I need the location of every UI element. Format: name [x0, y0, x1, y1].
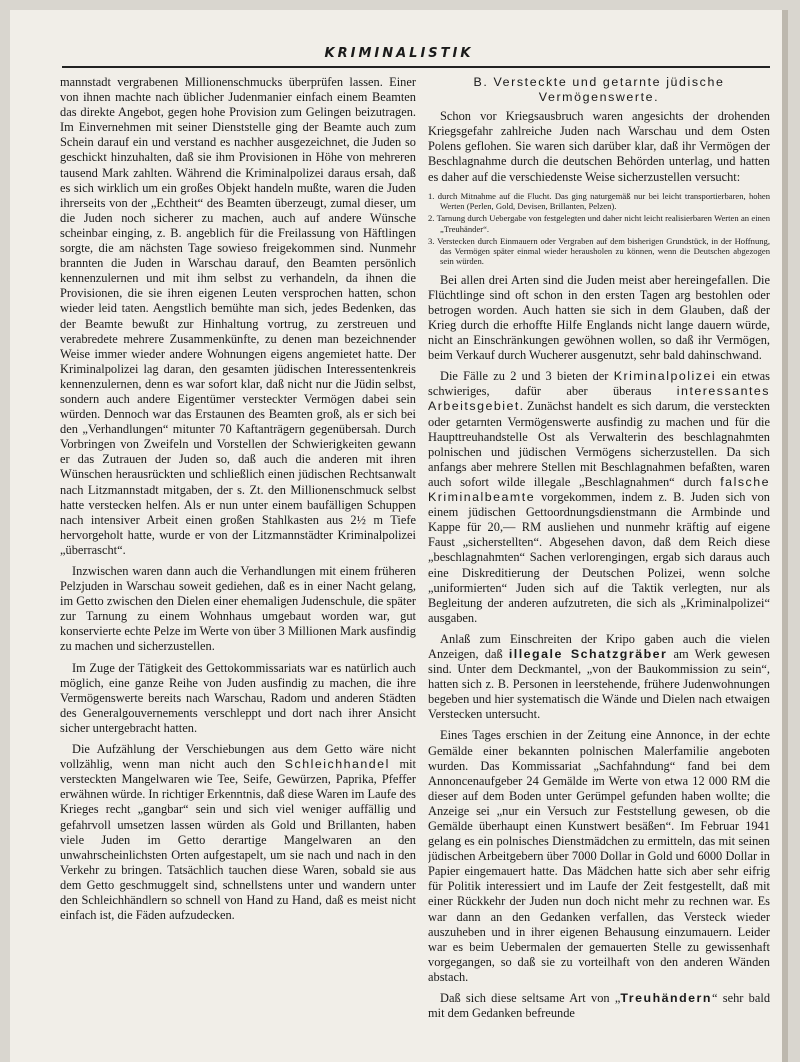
section-heading-line: B. Versteckte und getarnte jüdische: [473, 75, 725, 89]
text-run: Daß sich diese seltsame Art von „: [440, 991, 621, 1006]
text-run: ein etwas schwieriges, dafür aber überaus: [428, 369, 770, 399]
page: [10, 10, 788, 1062]
paragraph: [60, 742, 416, 923]
paragraph: Schon vor Kriegsausbruch waren angesichts der drohenden Kriegsgefahr zahlreiche Juden nach Warschau und dem Osten Polens geflohen. Sie waren sich darüber klar, daß ihr Vermögen der Beschlagnahme durch die deutschen Behörden unterlag, und hatten es daher auf die verschiedenste Weise sicherzustellen versucht:: [428, 109, 770, 184]
running-head: KRIMINALISTIK: [324, 46, 474, 61]
paragraph: Inzwischen waren dann auch die Verhandlungen mit einem früheren Pelzjuden in Warschau soweit gediehen, daß es in einer Nacht gelang, im Getto zwischen den Dielen einer ehemaligen Judenschule, die später zur Tarnung zu einem Wohnhaus umgebaut worden war, gut konservierte echte Pelze im Werte von über 3 Millionen Mark ausfindig zu machen und sicherzustellen.: [60, 564, 416, 654]
section-heading: [428, 75, 770, 105]
spaced-term: Schleichhandel: [284, 757, 390, 772]
paragraph: Im Zuge der Tätigkeit des Gettokommissariats war es natürlich auch möglich, eine ganze Reihe von Juden ausfindig zu machen, die ihre Vermögenswerte bereits nach Warschau, Radom und anderen Städten des Generalgouvernements verschleppt und dort nach ihrer Ansicht sicher untergebracht hatten.: [60, 660, 416, 735]
page-edge: [782, 10, 788, 1062]
paragraph: Bei allen drei Arten sind die Juden meist aber hereingefallen. Die Flüchtlinge sind oft schon in den ersten Tagen arg bestohlen oder betrogen worden. Auch hatten sie sich in dem Glauben, daß der Krieg durch die erhoffte Hilfe Englands nicht lange dauern würde, nicht an Einschränkungen gewöhnen wollen, so daß ihr Vermögen, beim Verkauf durch Wucherer ausgenutzt, sehr bald dahinschwand.: [428, 272, 770, 363]
text-run: mit versteckten Mangelwaren wie Tee, Seife, Gewürzen, Paprika, Pfeffer erwähnen würde. In richtiger Erkenntnis, daß diese Waren im Laufe des Krieges recht „gangbar“ sein und sich viel weniger auffällig und gefahrvoll umsetzen lassen würden als Gold und Brillanten, haben viele Juden im Getto derartige Mangelwaren an den unwahrscheinlichsten Orten aufgestapelt, um sie nach und nach in den Verkehr zu bringen. Tatsächlich tauchen diese Waren, sobald sie aus dem Getto geschmuggelt sind, schnellstens unter und wandern unter den Schleichhändlern so schnell von Hand zu Hand, daß es meist nicht einfach ist, die Fäden aufzudecken.: [60, 757, 416, 923]
paragraph: mannstadt vergrabenen Millionenschmucks überprüfen lassen. Einer von ihnen machte nach üblicher Judenmanier einfach einem Beamten das direkte Angebot, gegen hohe Provision zum Gelingen beizutragen. Im Einvernehmen mit seiner Dienststelle ging der Beamte auch zum Schein darauf ein und verstand es nachher ausgezeichnet, die Juden so geschickt hinzuhalten, daß sie ihm Provisionen in Höhe von mehreren tausend Mark zahlten. Während die Kriminalpolizei daraus ersah, daß es sich wirklich um ein großes Objekt handeln mußte, waren die Juden ihrerseits von der „Echtheit“ des Beamten überzeugt, zumal dieser, um die Juden noch sicherer zu machen, auch auf andere Wünsche scheinbar einging, z. B. angeblich für die Freilassung von Häftlingen sorgte, die am nächsten Tage sowieso freigekommen sind. Nunmehr brannten die Juden in Warschau darauf, den Beamten persönlich kennenzulernen und mit ihm selbst zu verhandeln, da ihnen die Provisionen, die sie ihren eigenen Leuten versprochen hatten, schon wieder leid taten. Aengstlich bemühte man sich, jedes Bedenken, das der Beamte bewußt zur Hinhaltung vortrug, zu zerstreuen und verabredete mehrere Zusammenkünfte, zu denen man bezeichnender Weise immer wieder andere Wohnungen eigens angemietet hatte. Der Kriminalpolizei lag daran, den gesamten jüdischen Interessentenkreis kennenzulernen, denn es war sofort klar, daß nicht nur die Jüdin selbst, sondern auch andere Eigentümer versteckter Vermögen dabei sein würden. Dennoch war das Erstaunen des Beamten groß, als er sich bei den „Verhandlungen“ mitunter 70 Kaftanträgern gegenübersah. Durch Vorbringen von Zweifeln und Vorstellen der Schwierigkeiten gewann er das Zutrauen der Juden so, daß auch die anderen mit ihren Wünschen herausrückten und schließlich einen jüdischen Rechtsanwalt nach Litzmannstadt mitgaben, der s. Zt. den Millionenschmuck selbst hatte verstecken helfen. Als er nun unter einem baufälligen Schuppen nach intensiver Arbeit einen großen Stahlkasten aus 2½ m Tiefe hervorgeholt hatte, wurde er von der Litzmannstädter Kriminalpolizei „überrascht“.: [60, 75, 416, 557]
right-column: [428, 75, 770, 1062]
spaced-term: interessantes Arbeitsgebiet: [428, 384, 770, 414]
text-run: “ sehr bald mit dem Gedanken befreunde: [428, 991, 770, 1021]
list-item: 3. Verstecken durch Einmauern oder Vergraben auf dem bisherigen Grundstück, in der Hoffnung, das Vermögen später einmal wieder herausholen zu können, wenn die Deutschen abgezogen sein würden.: [428, 235, 770, 267]
paragraph: [428, 369, 770, 626]
spaced-term: illegale Schatzgräber: [508, 646, 668, 661]
spaced-term: Kriminalpolizei: [613, 369, 717, 384]
header-rule: [62, 66, 770, 68]
text-run: Anlaß zum Einschreiten der Kripo gaben auch die vielen Anzeigen, daß: [428, 631, 770, 661]
text-run: Die Fälle zu 2 und 3 bieten der: [440, 369, 614, 384]
list-item: 1. durch Mitnahme auf die Flucht. Das ging naturgemäß nur bei leicht transportierbaren, hohen Werten (Perlen, Gold, Devisen, Brillanten, Pelzen).: [428, 190, 770, 211]
text-run: am Werk gewesen sind. Unter dem Deckmantel, „von der Baukommission zu sein“, hatten sich z. B. Personen in leerstehende, frühere Judenwohnungen begeben und hier systematisch die Wände und Dielen nach etwaigen Verstecken untersucht.: [428, 646, 770, 722]
text-run: Die Aufzählung der Verschiebungen aus dem Getto wäre nicht vollzählig, wenn man nicht auch den: [60, 742, 416, 772]
text-run: . Zunächst handelt es sich darum, die versteckten oder getarnten Vermögenswerte ausfindig zu machen und für die Haupttreuhandstelle Ost als Verwalterin des beschlagnahmten polnischen und jüdischen Vermögens sicherzustellen. Da sich anfangs aber mehrere Stellen mit Beschlagnahmen befaßten, waren auch sofort wilde illegale „Beschlagnahmen“ durch: [428, 399, 770, 489]
text-run: vorgekommen, indem z. B. Juden sich von einem jüdischen Gettoordnungsdienstmann die Armbinde und Kappe für 20,— RM ausliehen und nunmehr kräftig auf eigene Faust „sicherstellten“. Abgesehen davon, daß dem Reich diese „beschlagnahmten“ Sachen verlorengingen, ergab sich daraus auch eine Diskreditierung der Deutschen Polizei, wenn solche „uniformierten“ Juden sich auf die Taktik verlegten, nur als Begleitung der anderen aufzutreten, die sich als „Kriminalpolizei“ ausgaben.: [428, 490, 770, 625]
spaced-term: falsche Kriminalbeamte: [428, 474, 770, 505]
spaced-term: Treuhändern: [620, 991, 712, 1006]
section-heading-line: Vermögenswerte.: [538, 90, 660, 105]
paragraph: [428, 632, 770, 723]
paragraph: Eines Tages erschien in der Zeitung eine Annonce, in der echte Gemälde einer bekannten polnischen Malerfamilie angeboten wurden. Das Kommissariat „Sachfahndung“ fand bei dem Annoncenaufgeber 24 Gemälde im Werte von etwa 12 000 RM die dieser auf dem Boden unter Gerümpel gefunden haben wollte; die Anzeige sei „nur ein Versuch zur Feststellung gewesen, ob die Gemälde überhaupt einen Kunstwert besäßen“. Im Februar 1941 gelang es ein polnisches Dienstmädchen zu ermitteln, das mit seinen jüdischen Arbeitgebern über 7000 Dollar in Gold und 6000 Dollar in Papier eingemauert hatte. Das Mädchen hatte sich aber sehr eifrig für Politik interessiert und im Laufe der Zeit festgestellt, daß mit einer Rückkehr der Juden nun doch nicht mehr zu rechnen war. Es war dann an den Gedanken verfallen, das Versteck wieder auszuheben und in ihrer eigenen Behausung einzumauern. Leider war es beim Uebermalen der gemauerten Stelle zu gewissenhaft vorgegangen, so daß sie zu vorteilhaft von den anderen Wänden abstach.: [428, 728, 770, 984]
method-list: [428, 191, 770, 267]
left-column: [60, 75, 416, 1062]
paragraph: [428, 991, 770, 1021]
list-item: 2. Tarnung durch Uebergabe von festgelegten und daher nicht leicht realisierbaren Werten an einen „Treuhänder“.: [428, 213, 770, 234]
